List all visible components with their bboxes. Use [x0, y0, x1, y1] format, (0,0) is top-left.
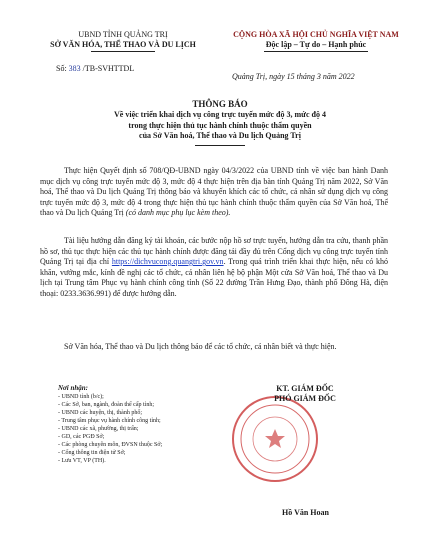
motto-underline	[264, 51, 368, 52]
paragraph-decision	[40, 166, 388, 219]
national-motto: Độc lập – Tự do – Hạnh phúc	[265, 40, 367, 49]
recipient-item: - Cổng thông tin điện tử Sở;	[58, 450, 126, 456]
subject-line: Về việc triển khai dịch vụ công trực tuyến mức độ 3, mức độ 4	[114, 110, 326, 119]
document-type: THÔNG BÁO	[192, 99, 248, 109]
doc-number-suffix: /TB-SVHTTDL	[82, 64, 135, 73]
signature-subtitle: PHÓ GIÁM ĐỐC	[274, 394, 336, 403]
recipient-item: - Các Sở, ban, ngành, đoàn thể cấp tỉnh;	[58, 402, 154, 408]
document-number	[56, 64, 134, 74]
doc-number-prefix: Số:	[56, 64, 67, 73]
nation-name: CỘNG HÒA XÃ HỘI CHỦ NGHĨA VIỆT NAM	[233, 30, 399, 39]
recipients-label: Nơi nhận:	[58, 384, 89, 392]
recipient-item: - UBND các huyện, thị, thành phố;	[58, 410, 142, 416]
paragraph-text: Thực hiện Quyết định số 708/QĐ-UBND ngày 04/3/2022 của UBND tỉnh về việc ban hành Danh mục dịch vụ công trực tuyến mức độ 3, mức độ 4 thực hiện trên địa bàn tỉnh Quảng Trị năm 2022, Sở Văn hoá, Thể thao và Du lịch Quảng Trị thông báo và khuyến khích các tổ chức, cá nhân sử dụng dịch vụ công trực tuyến mức độ 3, mức độ 4 trong thực hiện thủ tục hành chính thuộc thẩm quyền của Sở Văn hoá, Thể thao và Du lịch Quảng Trị	[40, 166, 388, 217]
recipient-item: - GD, các PGĐ Sở;	[58, 434, 105, 440]
recipient-item: - UBND các xã, phường, thị trấn;	[58, 426, 139, 432]
paragraph-text: . Trong quá trình triển khai thực hiện, nếu có khó khăn, vướng mắc, kính đề nghị các tổ chức, cá nhân liên hệ bộ phận Một cửa Sở Văn hoá, Thể thao và Du lịch tại Trung tâm Phục vụ hành chính công tỉnh (Số 22 đường Trần Hưng Đạo, thành phố Đông Hà, điện thoại: 0233.3636.991) để được hướng dẫn.	[40, 257, 389, 298]
paragraph-closing: Sở Văn hóa, Thể thao và Du lịch thông báo để các tổ chức, cá nhân biết và thực hiện.	[64, 342, 337, 351]
subject-line: trong thực hiện thủ tục hành chính thuộc thẩm quyền	[128, 120, 312, 130]
signer-name: Hồ Văn Hoan	[282, 508, 329, 517]
recipient-item: - UBND tỉnh (b/c);	[58, 394, 104, 400]
signature-title: KT. GIÁM ĐỐC	[276, 384, 334, 393]
doc-number-value: 383	[68, 64, 81, 73]
issuing-agency	[38, 30, 208, 52]
appendix-note: (có danh mục phụ lục kèm theo).	[125, 208, 231, 217]
portal-link[interactable]: https://dichvucong.quangtri.gov.vn	[111, 257, 224, 266]
recipient-item: - Các phòng chuyên môn, ĐVSN thuộc Sở;	[58, 442, 163, 448]
official-seal	[230, 394, 320, 484]
title-underline	[195, 145, 245, 146]
recipient-item: - Trung tâm phục vụ hành chính công tỉnh;	[58, 418, 161, 424]
document-date: Quảng Trị, ngày 15 tháng 3 năm 2022	[232, 72, 355, 81]
recipient-item: - Lưu VT, VP (TH).	[58, 458, 106, 464]
agency-name: SỞ VĂN HÓA, THỂ THAO VÀ DU LỊCH	[50, 40, 196, 49]
paragraph-guidance	[40, 236, 388, 299]
paragraph-text: Tài liệu hướng dẫn đăng ký tài khoản, các bước nộp hồ sơ trực tuyến, hướng dẫn tra cứu, thanh phần hồ sơ, thủ tục thực hiện các thủ tục hành chính được đăng tải đầy đủ trên Cổng dịch vụ công trực tuyến tỉnh Quảng Trị tại địa chỉ	[40, 236, 388, 266]
document-title	[40, 98, 400, 146]
parent-agency: UBND TỈNH QUẢNG TRỊ	[78, 30, 168, 39]
subject-line: của Sở Văn hoá, Thể thao và Du lịch Quảng Trị	[139, 131, 301, 140]
recipients-list	[58, 384, 218, 465]
signature-block	[230, 384, 380, 404]
agency-underline	[91, 51, 155, 52]
national-header	[210, 30, 422, 52]
